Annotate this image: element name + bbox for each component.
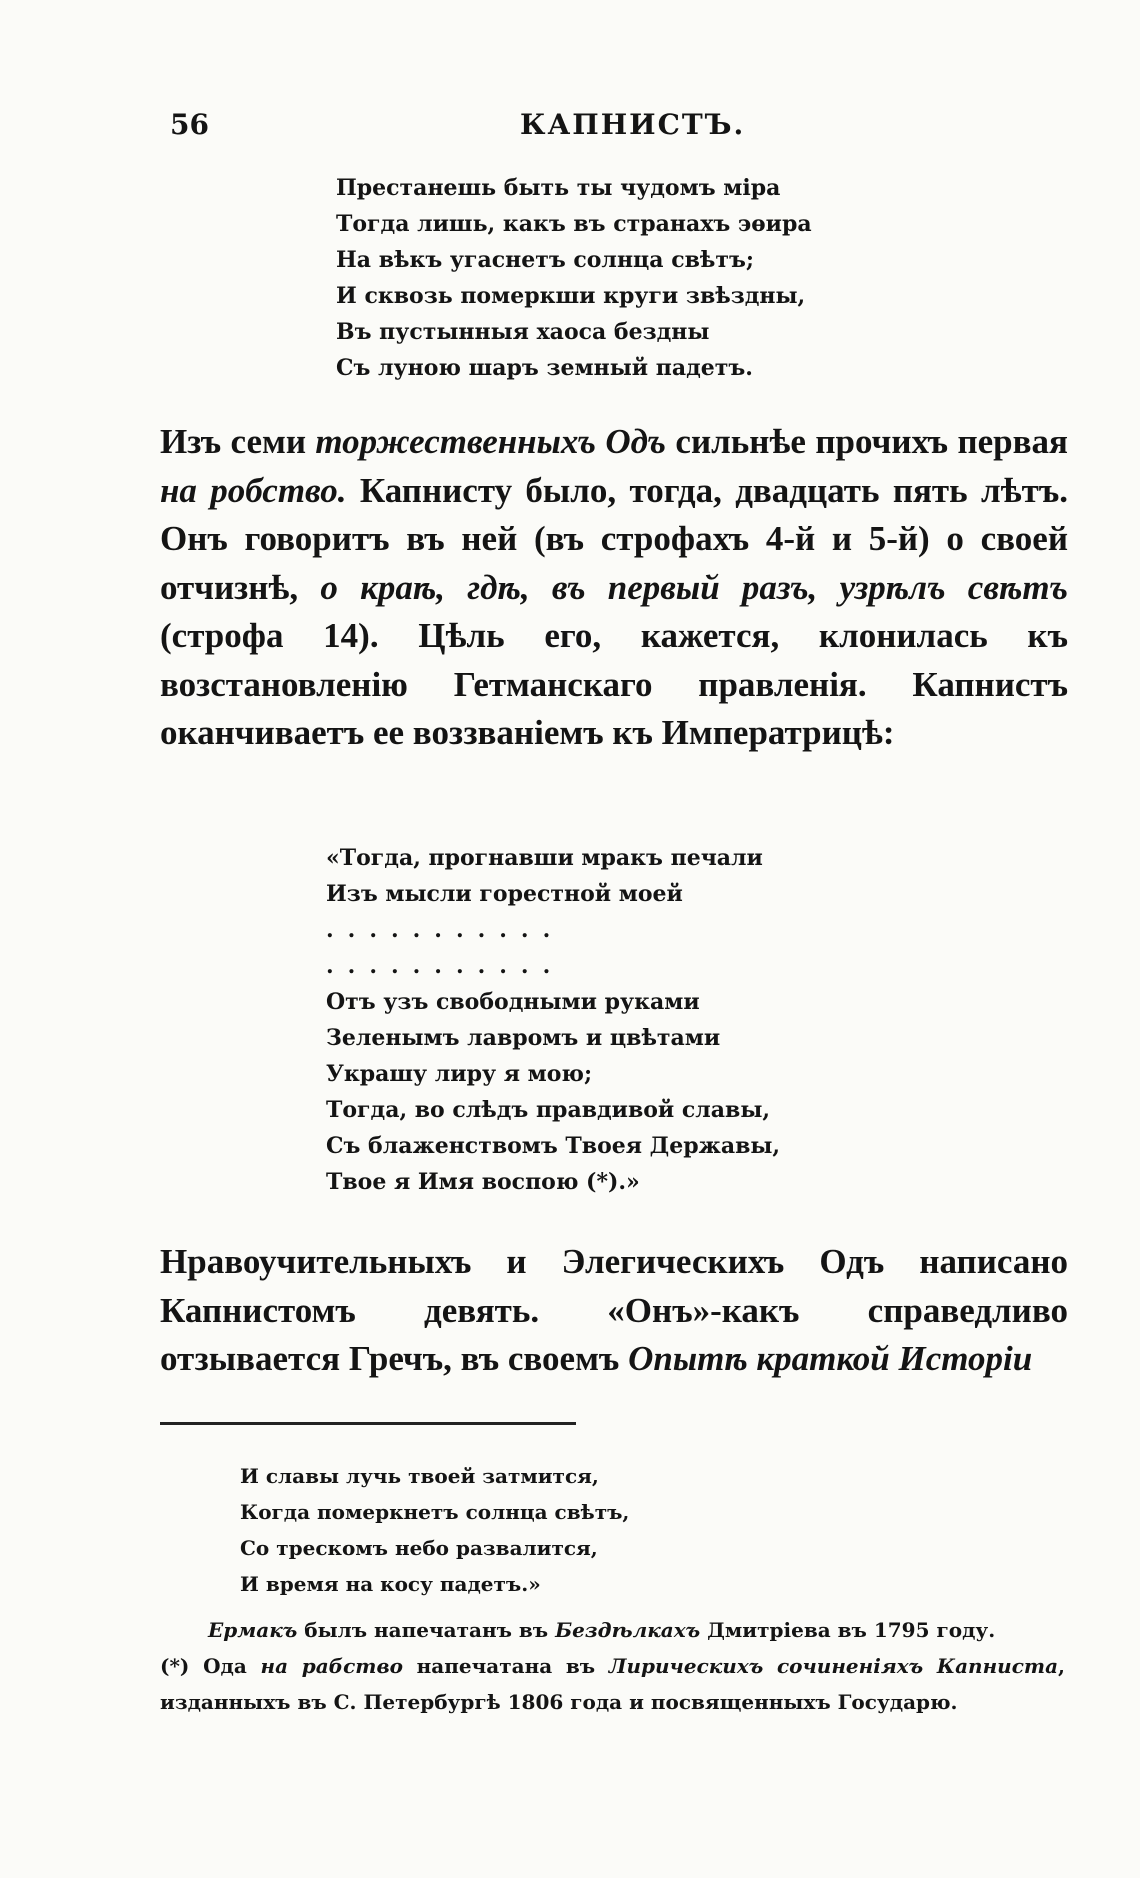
verse-line: Украшу лиру я мою; <box>326 1061 593 1087</box>
italic-text: Бездѣлкахъ <box>555 1618 701 1642</box>
paragraph-text: сильнѣе прочихъ первая <box>666 422 1068 461</box>
verse-line: Отъ узъ свободными руками <box>326 989 700 1015</box>
verse-line: На вѣкъ угаснетъ солнца свѣтъ; <box>336 247 754 273</box>
italic-text: на рабство <box>260 1654 403 1678</box>
body-paragraph-2 <box>160 1238 1068 1384</box>
verse-block-2 <box>326 840 780 1200</box>
footnote-2 <box>160 1648 1065 1720</box>
verse-line: Съ луною шаръ земный падетъ. <box>336 355 753 381</box>
verse-line: Престанешь быть ты чудомъ міра <box>336 175 781 201</box>
ellipsis-line: ........... <box>326 917 565 943</box>
verse-line: Тогда лишь, какъ въ странахъ эѳира <box>336 211 812 237</box>
verse-line: Когда померкнетъ солнца свѣтъ, <box>240 1500 630 1524</box>
italic-text: Лирическихъ сочиненіяхъ Капниста <box>608 1654 1059 1678</box>
verse-line: И сквозь померкши круги звѣздны, <box>336 283 806 309</box>
page-number: 56 <box>170 108 209 141</box>
italic-text: Опытѣ краткой Исторіи <box>628 1339 1033 1378</box>
verse-line: Изъ мысли горестной моей <box>326 881 683 907</box>
verse-line: Съ блаженствомъ Твоея Державы, <box>326 1133 781 1159</box>
italic-text: торжественныхъ Одъ <box>315 422 666 461</box>
page-header <box>160 108 1060 148</box>
paragraph-text: Изъ семи <box>160 422 316 461</box>
footnote-verse <box>240 1458 629 1602</box>
footnote-1 <box>160 1612 1065 1648</box>
paragraph-text: (строфа 14). Цѣль его, кажется, клонилась къ возстановленію Гетманскаго правленія. Капнистъ оканчиваетъ ее воззваніемъ къ Императрицѣ: <box>160 616 1068 752</box>
verse-line: «Тогда, прогнавши мракъ печали <box>326 845 763 871</box>
italic-text: на робство. <box>160 470 347 510</box>
verse-line: Въ пустынныя хаоса бездны <box>336 319 710 345</box>
verse-line: Твое я Имя воспою (*).» <box>326 1169 640 1195</box>
verse-line: Со трескомъ небо развалится, <box>240 1536 598 1560</box>
body-paragraph-1 <box>160 418 1068 758</box>
footnote-text: , изданныхъ въ С. Петербургѣ 1806 года и посвященныхъ Государю. <box>160 1654 1065 1714</box>
footnote-text: напечатана въ <box>402 1654 609 1678</box>
footnotes <box>160 1612 1065 1720</box>
paragraph-text: Нравоучительныхъ и Элегическихъ Одъ написано Капнистомъ девять. «Онъ»-какъ справедливо отзывается Гречъ, въ своемъ <box>160 1242 1068 1378</box>
italic-text: Ермакъ <box>208 1618 298 1642</box>
verse-line: И время на косу падетъ.» <box>240 1572 541 1596</box>
footnote-text: (*) Ода <box>160 1654 261 1678</box>
verse-block-1 <box>336 170 812 386</box>
running-head: КАПНИСТЪ. <box>520 108 746 141</box>
footnote-text: Дмитріева въ 1795 году. <box>700 1618 996 1642</box>
paragraph-text: Капнисту было, тогда, двадцать пять лѣтъ. Онъ говоритъ въ ней (въ строфахъ 4-й и 5-й) о своей отчизнѣ, <box>160 470 1068 607</box>
footnote-text: былъ напечатанъ въ <box>297 1618 556 1642</box>
verse-line: И славы лучь твоей затмится, <box>240 1464 599 1488</box>
footnote-divider <box>160 1422 576 1425</box>
italic-text: о краѣ, гдѣ, въ первый разъ, узрѣлъ свѣтъ <box>320 567 1068 607</box>
ellipsis-line: ........... <box>326 953 565 979</box>
verse-line: Тогда, во слѣдъ правдивой славы, <box>326 1097 771 1123</box>
verse-line: Зеленымъ лавромъ и цвѣтами <box>326 1025 721 1051</box>
